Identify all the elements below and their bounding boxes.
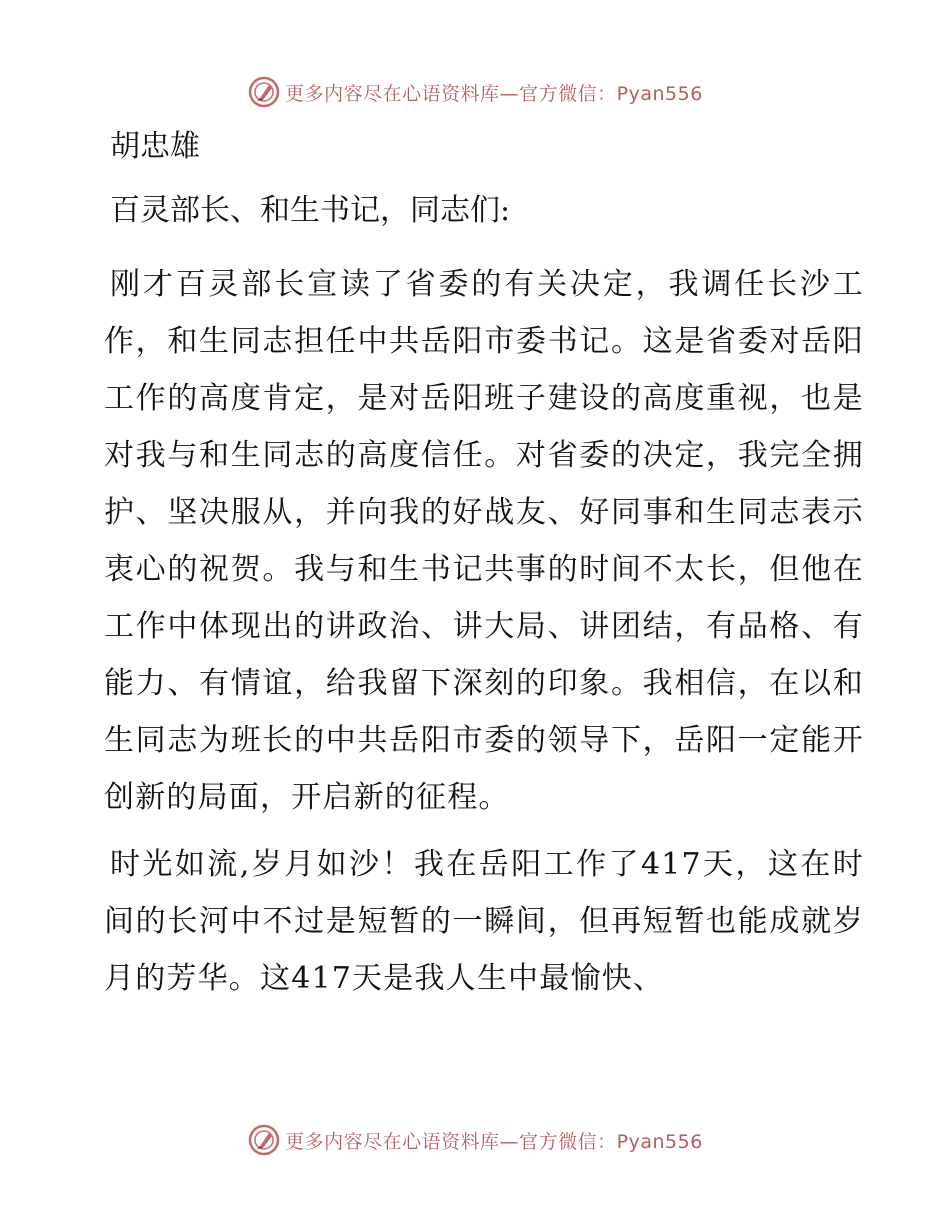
watermark-header xyxy=(0,72,950,112)
greeting: 百灵部长、和生书记，同志们: xyxy=(110,193,511,228)
pen-nib-logo-icon xyxy=(247,1123,281,1157)
paragraph: 刚才百灵部长宣读了省委的有关决定，我调任长沙工作，和生同志担任中共岳阳市委书记。这是省委对岳阳工作的高度肯定，是对岳阳班子建设的高度重视，也是对我与和生同志的高度信任。对省委的决定，我完全拥护、坚决服从，并向我的好战友、好同事和生同志表示衷心的祝贺。我与和生书记共事的时间不太长，但他在工作中体现出的讲政治、讲大局、讲团结，有品格、有能力、有情谊，给我留下深刻的印象。我相信，在以和生同志为班长的中共岳阳市委的领导下，岳阳一定能开创新的局面，开启新的征程。 xyxy=(104,267,864,815)
paragraph: 时光如流,岁月如沙！我在岳阳工作了417天，这在时间的长河中不过是短暂的一瞬间，但再短暂也能成就岁月的芳华。这417天是我人生中最愉快、 xyxy=(104,847,864,996)
author-name: 胡忠雄 xyxy=(110,129,200,164)
watermark-text: 更多内容尽在心语资料库—官方微信：Pyan556 xyxy=(285,1130,703,1153)
document-body xyxy=(104,124,864,1017)
watermark-text: 更多内容尽在心语资料库—官方微信：Pyan556 xyxy=(285,82,703,105)
pen-nib-logo-icon xyxy=(247,75,281,109)
watermark-footer xyxy=(0,1120,950,1160)
